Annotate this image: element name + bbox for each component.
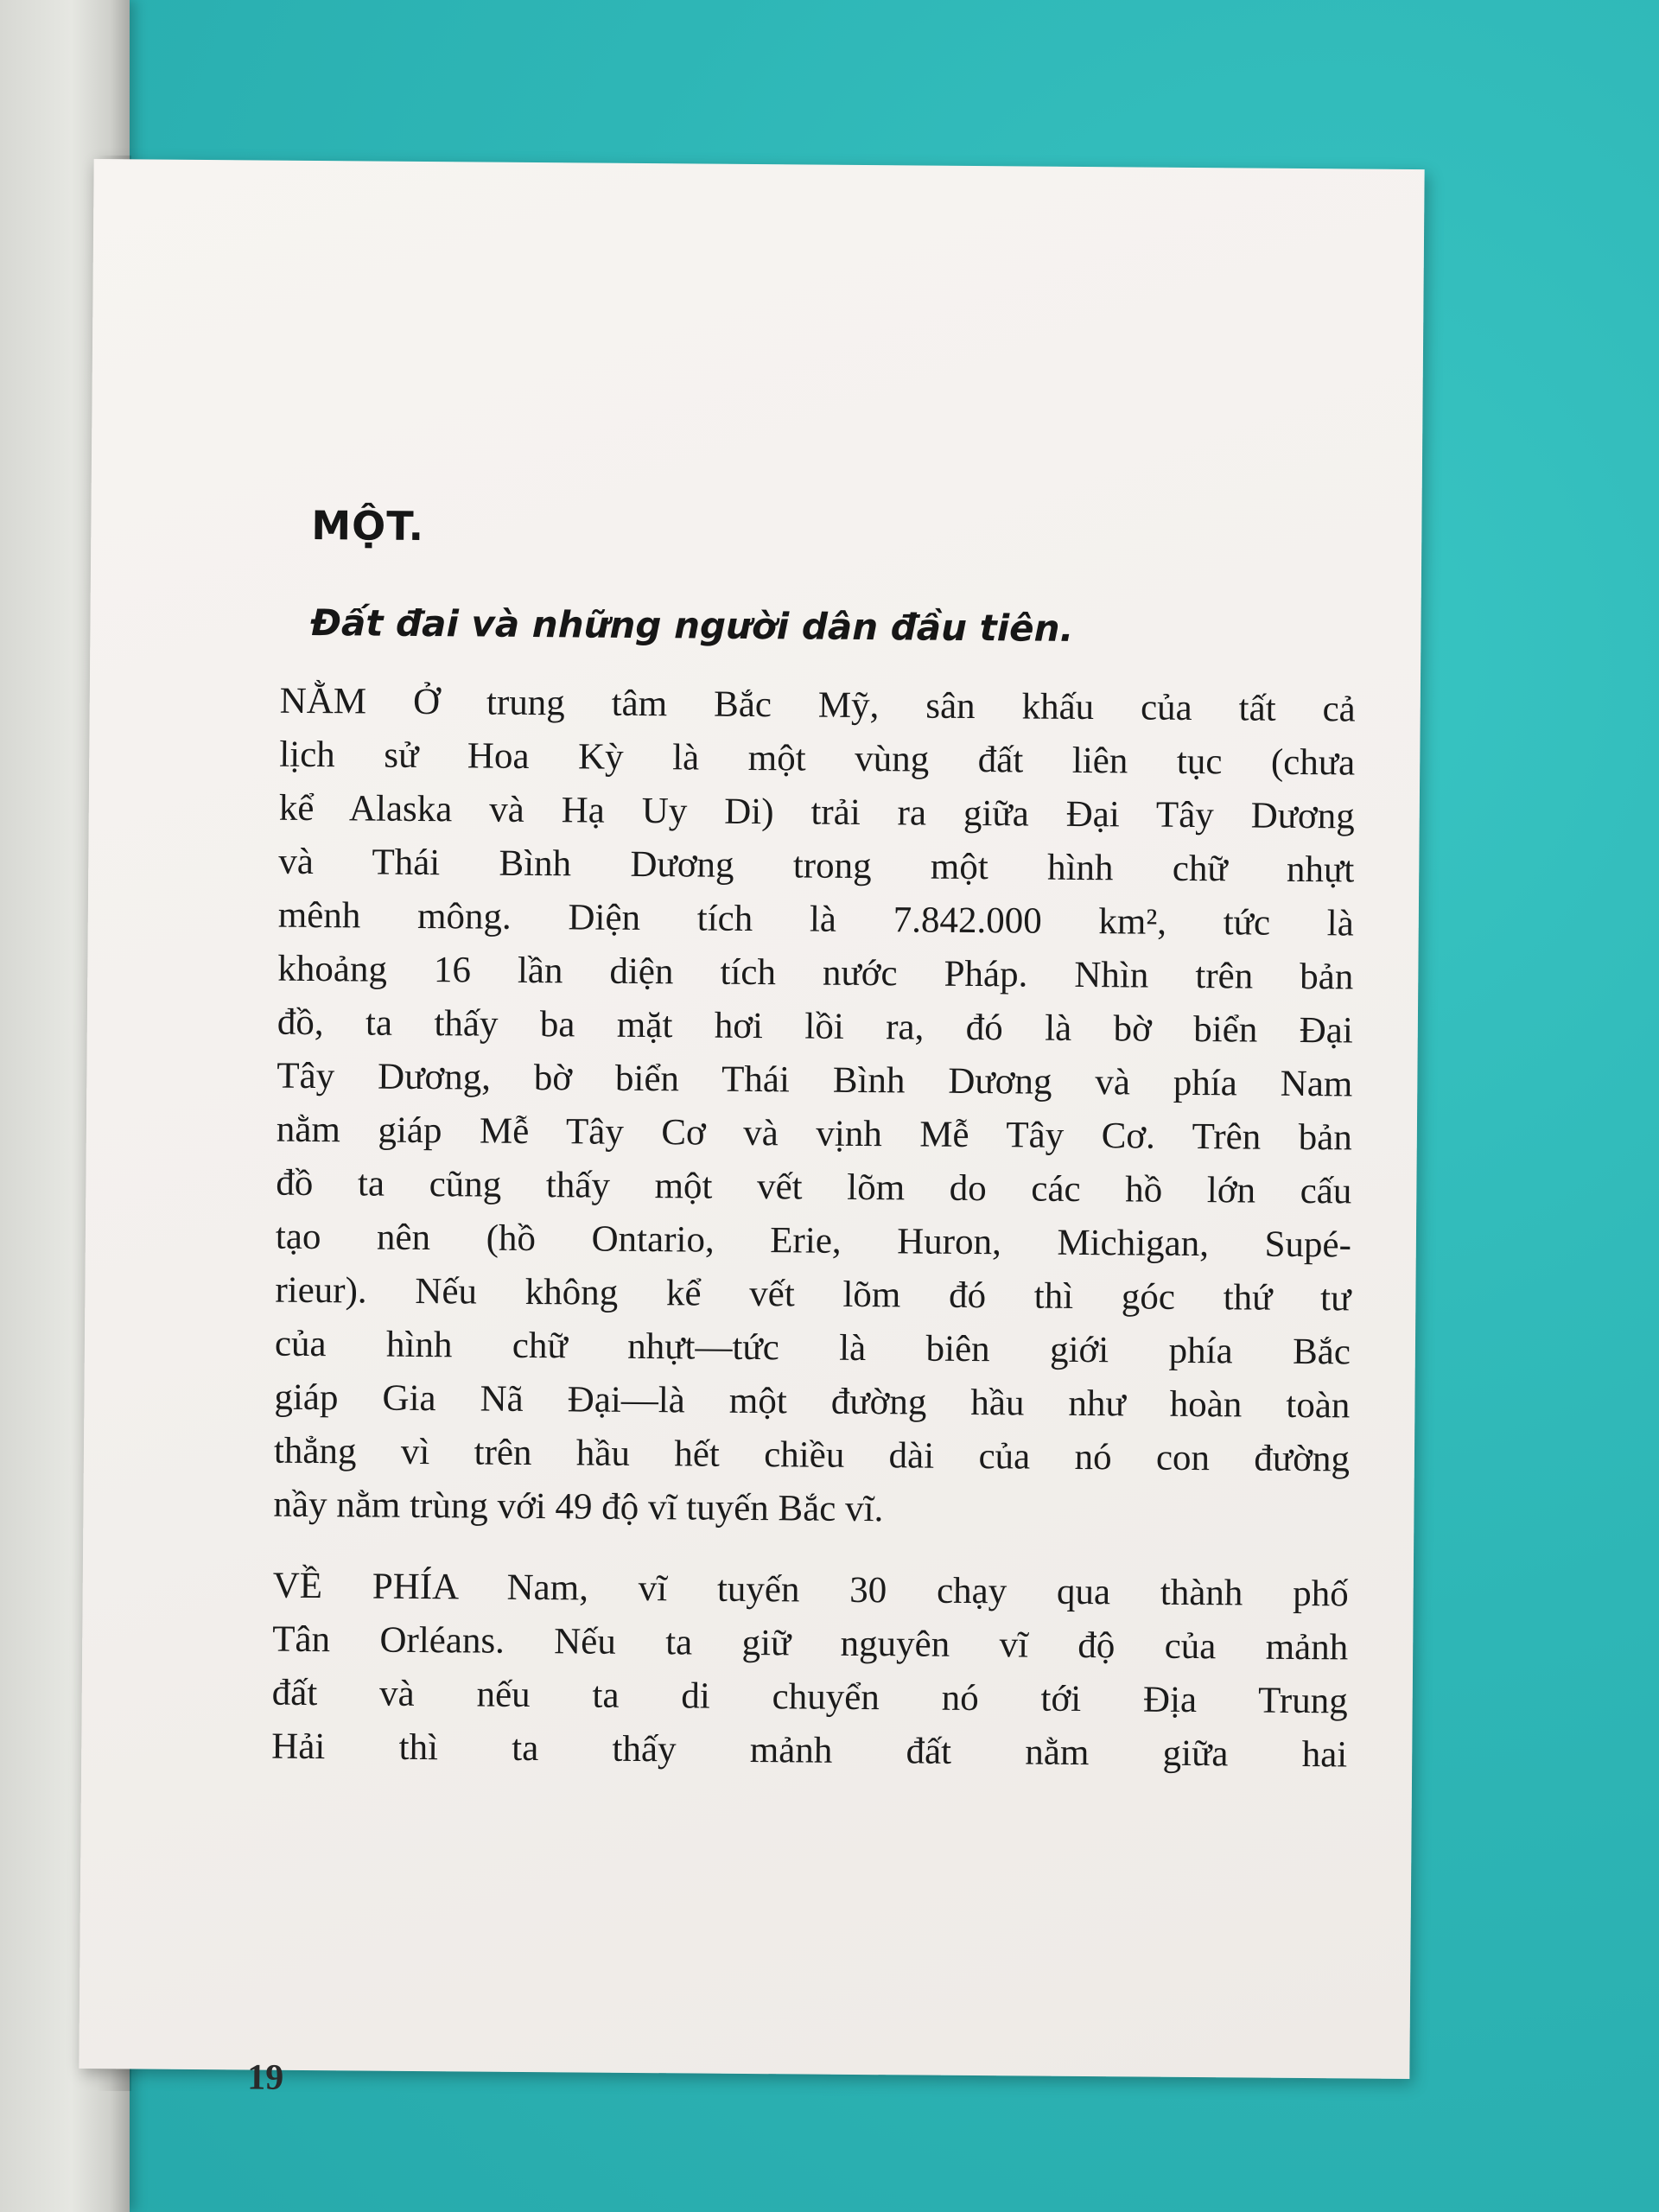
text-line: Tây Dương, bờ biển Thái Bình Dương và phía Nam bbox=[276, 1055, 1353, 1105]
text-line: mênh mông. Diện tích là 7.842.000 km², tức là bbox=[277, 894, 1354, 944]
text-line: NẰM Ở trung tâm Bắc Mỹ, sân khấu của tất cả bbox=[279, 680, 1356, 730]
body-text bbox=[271, 675, 1356, 1783]
text-line: kể Alaska và Hạ Uy Di) trải ra giữa Đại Tây Dương bbox=[278, 787, 1355, 837]
text-line: đồ ta cũng thấy một vết lõm do các hồ lớn cấu bbox=[276, 1162, 1352, 1212]
text-line: rieur). Nếu không kể vết lõm đó thì góc thứ tư bbox=[275, 1269, 1351, 1319]
text-line: và Thái Bình Dương trong một hình chữ nhựt bbox=[278, 841, 1355, 891]
text-line: đất và nếu ta di chuyển nó tới Địa Trung bbox=[271, 1672, 1348, 1722]
text-line: Tân Orléans. Nếu ta giữ nguyên vĩ độ của mảnh bbox=[272, 1618, 1349, 1669]
chapter-title: Đất đai và những người dân đầu tiên. bbox=[310, 601, 1074, 650]
paragraph-2 bbox=[271, 1560, 1349, 1783]
text-line: VỀ PHÍA Nam, vĩ tuyến 30 chạy qua thành phố bbox=[272, 1565, 1349, 1615]
book-page bbox=[79, 159, 1424, 2098]
text-line: khoảng 16 lần diện tích nước Pháp. Nhìn trên bản bbox=[277, 948, 1354, 998]
text-line: của hình chữ nhựt—tức là biên giới phía Bắc bbox=[274, 1323, 1351, 1373]
text-line: thẳng vì trên hầu hết chiều dài của nó con đường bbox=[273, 1430, 1351, 1480]
text-line: nầy nằm trùng với 49 độ vĩ tuyến Bắc vĩ. bbox=[273, 1484, 884, 1530]
text-line: đồ, ta thấy ba mặt hơi lồi ra, đó là bờ biển Đại bbox=[276, 1001, 1354, 1052]
page-number: 19 bbox=[247, 2057, 284, 2098]
paragraph-1 bbox=[273, 675, 1356, 1541]
chapter-number: MỘT. bbox=[311, 501, 425, 550]
text-line: Hải thì ta thấy mảnh đất nằm giữa hai bbox=[271, 1726, 1348, 1776]
text-line: lịch sử Hoa Kỳ là một vùng đất liên tục (chưa bbox=[279, 734, 1356, 784]
text-line: tạo nên (hồ Ontario, Erie, Huron, Michigan, Supé- bbox=[275, 1216, 1352, 1266]
text-line: nằm giáp Mễ Tây Cơ và vịnh Mễ Tây Cơ. Trên bản bbox=[276, 1109, 1353, 1159]
text-line: giáp Gia Nã Đại—là một đường hầu như hoàn toàn bbox=[274, 1376, 1351, 1427]
